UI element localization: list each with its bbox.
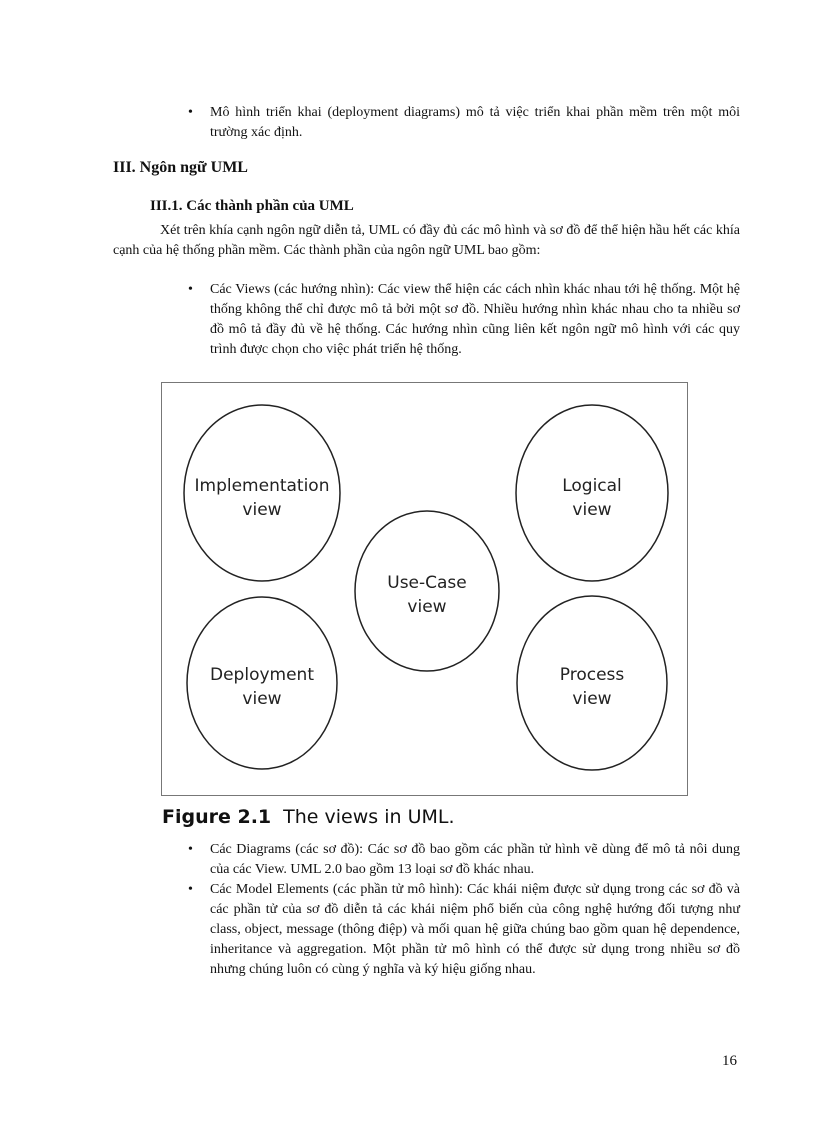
views-bullet: [188, 280, 740, 360]
intro-bullet: [188, 103, 740, 143]
subsection-heading: III.1. Các thành phần của UML: [150, 198, 354, 214]
diagrams-bullet-text: Các Diagrams (các sơ đồ): Các sơ đồ bao gồm các phần tử hình vẽ dùng để mô tả nôi dung của các View. UML 2.0 bao gồm 13 loại sơ đồ khác nhau.: [210, 842, 740, 877]
usecase-view-label-2: view: [407, 597, 447, 617]
logical-view-label-2: view: [572, 500, 612, 520]
bullet-dot: •: [188, 105, 193, 120]
uml-views-diagram: [162, 383, 689, 797]
logical-view-label-1: Logical: [562, 476, 622, 496]
process-view-label-1: Process: [559, 665, 625, 685]
bullet-dot: •: [188, 882, 193, 897]
views-bullet-text: Các Views (các hướng nhìn): Các view thể hiện các cách nhìn khác nhau tới hệ thống. Một hệ thống không thể chỉ được mô tả bởi một sơ đồ. Nhiều hướng nhìn khác nhau cho ta nhiều sơ đồ mô tả đầy đủ về hệ thống. Các hướng nhìn cũng liên kết ngôn ngữ mô hình với các quy trình được chọn cho việc phát triển hệ thống.: [210, 282, 740, 357]
process-view-label-2: view: [572, 689, 612, 709]
deployment-view-label-1: Deployment: [210, 665, 314, 685]
uml-views-figure: [161, 382, 688, 796]
intro-bullet-text: Mô hình triển khai (deployment diagrams) mô tả việc triển khai phần mềm trên một môi trường xác định.: [210, 105, 740, 140]
deployment-view-label-2: view: [242, 689, 282, 709]
figure-caption-text: The views in UML.: [283, 806, 455, 828]
bullet-dot: •: [188, 282, 193, 297]
figure-caption: [162, 806, 455, 828]
section-heading: III. Ngôn ngữ UML: [113, 159, 248, 176]
model-elements-bullet: [188, 880, 740, 980]
implementation-view-label-1: Implementation: [194, 476, 330, 496]
diagrams-bullet: [188, 840, 740, 880]
model-elements-bullet-text: Các Model Elements (các phần tử mô hình): Các khái niệm được sử dụng trong các sơ đồ và các phần tử của sơ đồ diễn tả các khái niệm phổ biến của công nghệ hướng đối tượng như class, object, message (thông điệp) và mối quan hệ giữa chúng bao gồm quan hệ dependence, inheritance và aggregation. Một phần tử mô hình có thể được sử dụng trong nhiều sơ đồ nhưng chúng luôn có cùng ý nghĩa và ký hiệu giống nhau.: [210, 882, 740, 977]
intro-paragraph: Xét trên khía cạnh ngôn ngữ diễn tả, UML có đầy đủ các mô hình và sơ đồ để thể hiện hầu hết các khía cạnh của hệ thống phần mềm. Các thành phần của ngôn ngữ UML bao gồm:: [113, 223, 740, 258]
usecase-view-label-1: Use-Case: [387, 573, 467, 593]
bullet-dot: •: [188, 842, 193, 857]
page-number: 16: [722, 1053, 737, 1069]
implementation-view-label-2: view: [242, 500, 282, 520]
figure-caption-number: Figure 2.1: [162, 806, 272, 828]
